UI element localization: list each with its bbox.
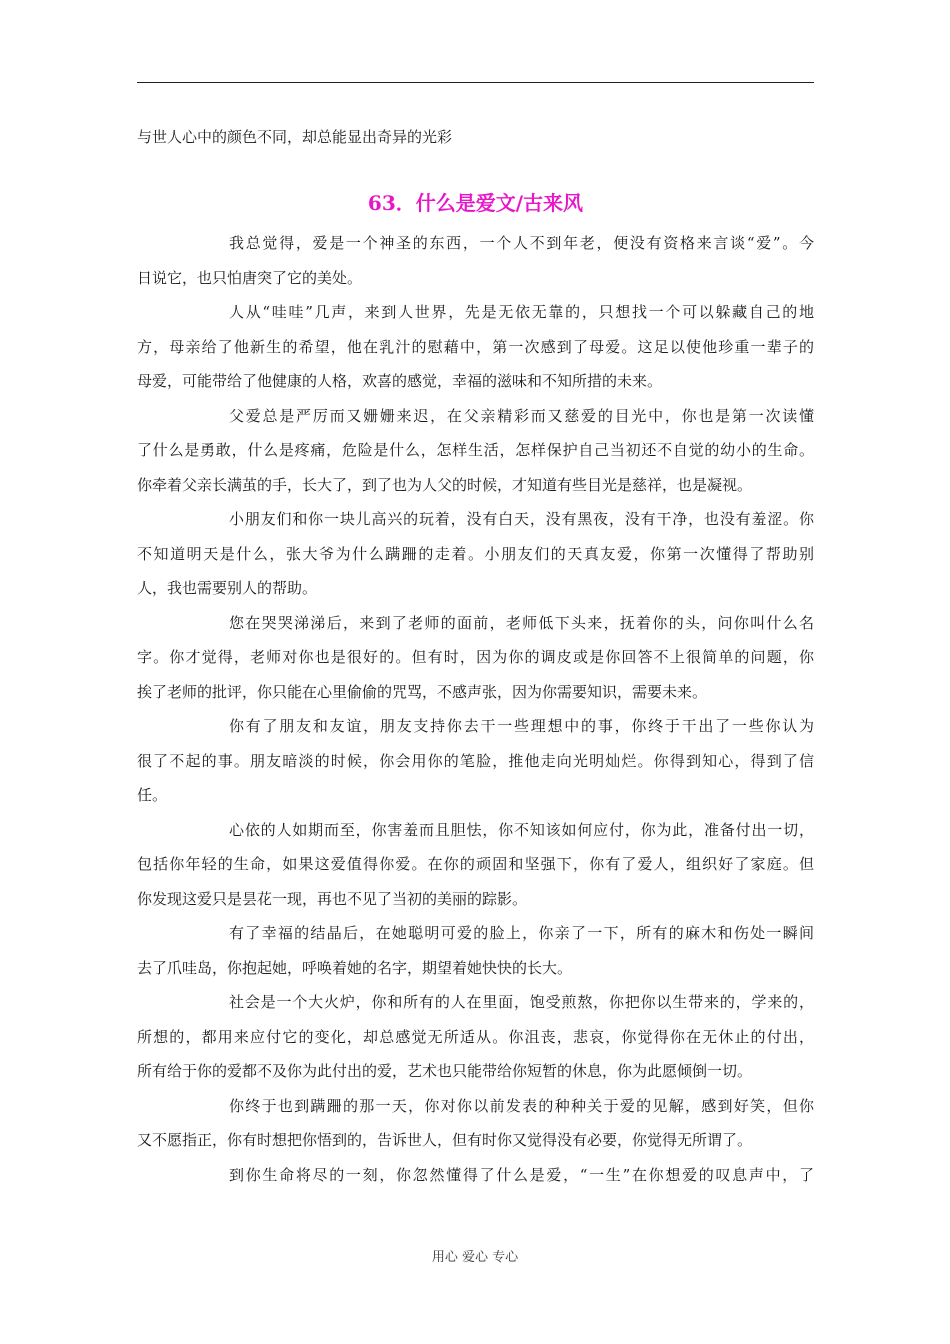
- text-line: 我总觉得，爱是一个神圣的东西，一个人不到年老，便没有资格来言谈“爱”。今: [229, 234, 814, 252]
- text-line: 母爱，可能带给了他健康的人格，欢喜的感觉，幸福的滋味和不知所措的未来。: [137, 372, 663, 390]
- text-line: 又不愿指正，你有时想把你悟到的，告诉世人，但有时你又觉得没有必要，你觉得无所谓了。: [137, 1131, 753, 1149]
- text-line: 你牵着父亲长满茧的手，长大了，到了也为人父的时候，才知道有些目光是慈祥，也是凝视。: [137, 475, 753, 494]
- text-line: 任。: [137, 786, 168, 804]
- text-line: 去了爪哇岛，你抱起她，呼唤着她的名字，期望着她快快的长大。: [137, 958, 573, 977]
- header-rule: [137, 82, 814, 83]
- text-line: 方，母亲给了他新生的希望，他在乳汁的慰藉中，第一次感到了母爱。这足以使他珍重一辈子的: [137, 337, 814, 356]
- text-line: 所有给于你的爱都不及你为此付出的爱，艺术也只能带给你短暂的休息，你为此愿倾倒一切。: [137, 1062, 753, 1080]
- text-line: 人，我也需要别人的帮助。: [137, 579, 318, 597]
- page-footer: 用心 爱心 专心: [431, 1250, 519, 1265]
- text-line: 挨了老师的批评，你只能在心里偷偷的咒骂，不感声张，因为你需要知识，需要未来。: [137, 682, 708, 701]
- text-line: 人从“哇哇”几声，来到人世界，先是无依无靠的，只想找一个可以躲藏自己的地: [229, 303, 814, 321]
- text-line: 很了不起的事。朋友暗淡的时候，你会用你的笔脸，推他走向光明灿烂。你得到知心，得到了信: [137, 751, 814, 770]
- intro-line: 与世人心中的颜色不同，却总能显出奇异的光彩: [137, 128, 453, 146]
- text-line: 不知道明天是什么，张大爷为什么蹒跚的走着。小朋友们的天真友爱，你第一次懂得了帮助别: [137, 544, 814, 563]
- text-line: 你发现这爱只是昙花一现，再也不见了当初的美丽的踪影。: [137, 889, 528, 908]
- text-line: 您在哭哭涕涕后，来到了老师的面前，老师低下头来，抚着你的头，问你叫什么名: [229, 613, 814, 632]
- text-line: 有了幸福的结晶后，在她聪明可爱的脸上，你亲了一下，所有的麻木和伤处一瞬间: [229, 924, 814, 942]
- article-body: [137, 226, 814, 1192]
- text-line: 包括你年轻的生命，如果这爱值得你爱。在你的顽固和坚强下，你有了爱人，组织好了家庭。但: [137, 855, 814, 873]
- text-line: 字。你才觉得，老师对你也是很好的。但有时，因为你的调皮或是你回答不上很简单的问题，你: [137, 648, 814, 666]
- text-line: 父爱总是严厉而又姗姗来迟，在父亲精彩而又慈爱的目光中，你也是第一次读懂: [229, 406, 814, 425]
- article-title: 63．什么是爱文/古来风: [367, 191, 584, 215]
- text-line: 社会是一个大火炉，你和所有的人在里面，饱受煎熬，你把你以生带来的，学来的，: [229, 993, 814, 1011]
- text-line: 了什么是勇敢，什么是疼痛，危险是什么，怎样生活，怎样保护自己当初还不自觉的幼小的生命。: [137, 441, 814, 459]
- text-line: 所想的，都用来应付它的变化，却总感觉无所适从。你沮丧，悲哀，你觉得你在无休止的付出，: [137, 1027, 814, 1046]
- text-line: 日说它，也只怕唐突了它的美处。: [137, 268, 363, 287]
- text-line: 你有了朋友和友谊，朋友支持你去干一些理想中的事，你终于干出了一些你认为: [229, 717, 814, 735]
- text-line: 到你生命将尽的一刻，你忽然懂得了什么是爱，“一生”在你想爱的叹息声中，了: [229, 1165, 814, 1184]
- text-line: 小朋友们和你一块儿高兴的玩着，没有白天，没有黑夜，没有干净，也没有羞涩。你: [229, 510, 814, 528]
- text-line: 你终于也到蹒跚的那一天，你对你以前发表的种种关于爱的见解，感到好笑，但你: [229, 1096, 814, 1115]
- text-line: 心依的人如期而至，你害羞而且胆怯，你不知该如何应付，你为此，准备付出一切，: [229, 820, 814, 839]
